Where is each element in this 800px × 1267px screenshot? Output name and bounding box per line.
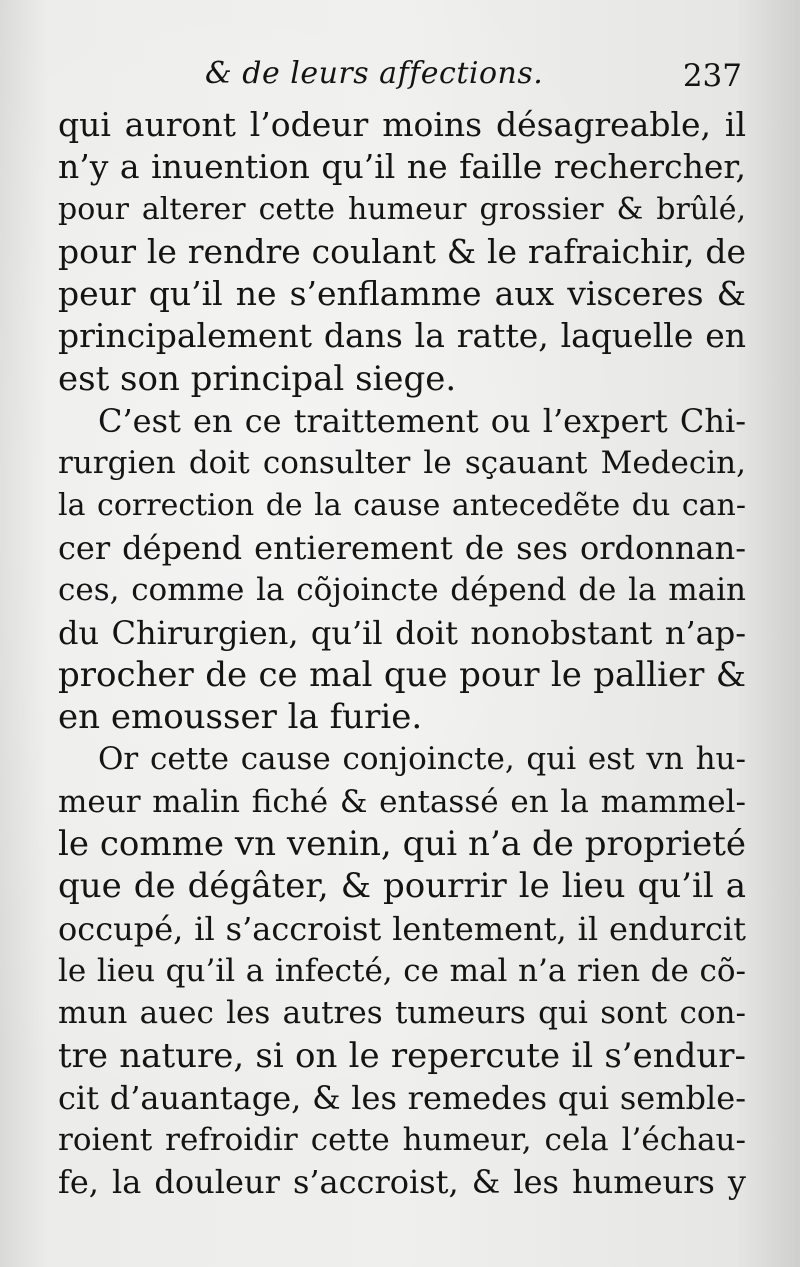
text-line: pour alterer cette humeur grossier & brûlé,: [58, 191, 746, 227]
text-line: cer dépend entierement de ses ordonnan-: [58, 528, 746, 567]
paragraph-3: [58, 738, 746, 1203]
text-line: le lieu qu’il a infecté, ce mal n’a rien de cõ-: [58, 952, 746, 989]
running-title: & de leurs affections.: [205, 56, 544, 91]
paragraph-2: [58, 400, 746, 738]
text-line: tre nature, si on le repercute il s’endur-: [58, 1035, 746, 1076]
text-line: cit d’auantage, & les remedes qui semble-: [58, 1078, 746, 1117]
body-text: [58, 104, 746, 1204]
text-line: principalement dans la ratte, laquelle en: [58, 316, 746, 356]
text-line: rurgien doit consulter le sçauant Medecin,: [58, 445, 746, 482]
paragraph-1: [58, 104, 746, 400]
text-line: peur qu’il ne s’enflamme aux visceres &: [58, 274, 746, 314]
text-line: ces, comme la cõjoincte dépend de la main: [58, 572, 746, 609]
text-line: la correction de la cause antecedẽte du can-: [58, 487, 746, 523]
text-line: du Chirurgien, qu’il doit nonobstant n’ap-: [58, 613, 746, 652]
text-line: fe, la douleur s’accroist, & les humeurs y: [58, 1163, 746, 1202]
text-line: que de dégâter, & pourrir le lieu qu’il a: [58, 866, 746, 907]
page-header: [60, 52, 750, 100]
text-line: pour le rendre coulant & le rafraichir, de: [58, 231, 746, 271]
text-line: Or cette cause conjoincte, qui est vn hu-: [98, 741, 746, 778]
text-line: en emousser la furie.: [58, 697, 423, 738]
text-line: C’est en ce traittement ou l’expert Chi-: [98, 402, 746, 441]
page-number: 237: [682, 58, 742, 94]
text-line: le comme vn venin, qui n’a de proprieté: [58, 824, 746, 865]
text-line: mun auec les autres tumeurs qui sont con-: [58, 995, 746, 1032]
text-line: n’y a inuention qu’il ne faille rechercher,: [58, 147, 746, 187]
text-line: est son principal siege.: [58, 358, 457, 399]
text-line: procher de ce mal que pour le pallier &: [58, 654, 746, 695]
text-line: occupé, il s’accroist lentement, il endurcit: [58, 909, 746, 948]
text-line: qui auront l’odeur moins désagreable, il: [58, 105, 746, 144]
text-line: roient refroidir cette humeur, cela l’échau-: [58, 1122, 746, 1159]
text-line: meur malin fiché & entassé en la mammel-: [58, 783, 746, 820]
